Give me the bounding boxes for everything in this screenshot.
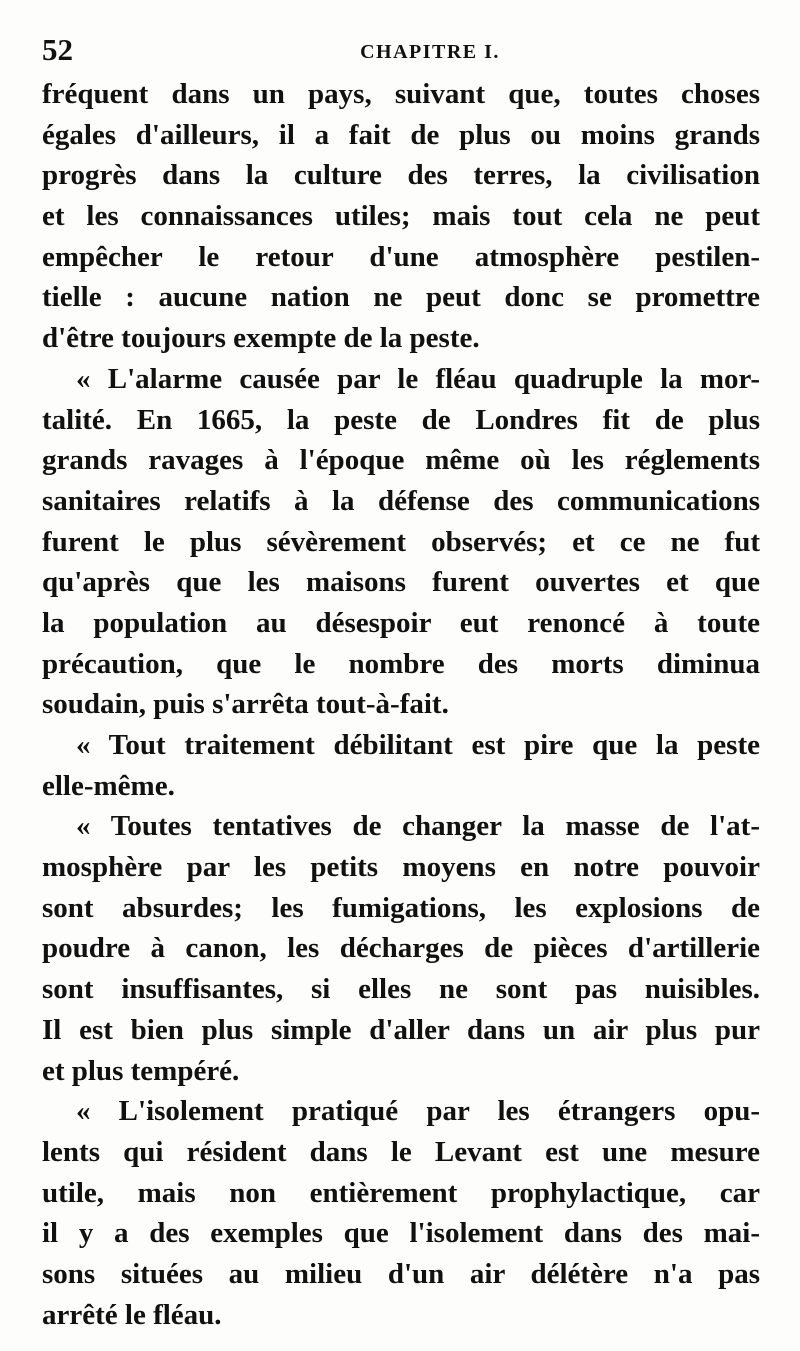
text-line: qu'après que les maisons furent ouvertes et que (42, 566, 760, 599)
page-number: 52 (42, 32, 73, 67)
text-line: tielle : aucune nation ne peut donc se promettre (42, 281, 760, 314)
text-line: fréquent dans un pays, suivant que, toutes choses (42, 78, 760, 110)
text-line: empêcher le retour d'une atmosphère pestilen- (42, 240, 760, 273)
text-line: sanitaires relatifs à la défense des communications (42, 484, 760, 517)
paragraph-start-line: « L'isolement pratiqué par les étrangers opu- (76, 1095, 760, 1128)
text-line: utile, mais non entièrement prophylactique, car (42, 1176, 760, 1209)
text-line: furent le plus sévèrement observés; et ce ne fut (42, 525, 760, 558)
paragraph-end-line: d'être toujours exempte de la peste. (42, 322, 480, 355)
paragraph-start-line: « Tout traitement débilitant est pire que la peste (76, 729, 760, 761)
text-line: lents qui résident dans le Levant est une mesure (42, 1135, 760, 1168)
text-line: progrès dans la culture des terres, la civilisation (42, 159, 760, 192)
text-line: et les connaissances utiles; mais tout cela ne peut (42, 200, 760, 233)
text-line: sont insuffisantes, si elles ne sont pas nuisibles. (42, 973, 760, 1006)
running-head (40, 30, 760, 70)
body-text (42, 74, 760, 1335)
text-line: il y a des exemples que l'isolement dans des mai- (42, 1217, 760, 1250)
text-line: sons situées au milieu d'un air délétère n'a pas (42, 1257, 760, 1290)
text-line: mosphère par les petits moyens en notre pouvoir (42, 851, 760, 884)
text-line: Il est bien plus simple d'aller dans un air plus pur (42, 1013, 760, 1046)
text-line: grands ravages à l'époque même où les réglements (42, 444, 760, 477)
paragraph-end-line: soudain, puis s'arrêta tout-à-fait. (42, 688, 449, 721)
text-line: talité. En 1665, la peste de Londres fit de plus (42, 403, 760, 436)
paragraph-start-line: « Toutes tentatives de changer la masse de l'at- (76, 810, 760, 843)
text-line: sont absurdes; les fumigations, les explosions de (42, 891, 760, 924)
text-line: précaution, que le nombre des morts diminua (42, 647, 760, 680)
text-line: égales d'ailleurs, il a fait de plus ou moins grands (42, 118, 760, 151)
paragraph-end-line: et plus tempéré. (42, 1054, 240, 1087)
paragraph-end-line: elle-même. (42, 769, 175, 802)
paragraph-end-line: arrêté le fléau. (42, 1298, 222, 1331)
text-line: poudre à canon, les décharges de pièces d'artillerie (42, 932, 760, 965)
text-line: la population au désespoir eut renoncé à toute (42, 606, 760, 639)
paragraph-start-line: « L'alarme causée par le fléau quadruple la mor- (76, 362, 760, 395)
chapter-title: CHAPITRE I. (360, 41, 500, 63)
